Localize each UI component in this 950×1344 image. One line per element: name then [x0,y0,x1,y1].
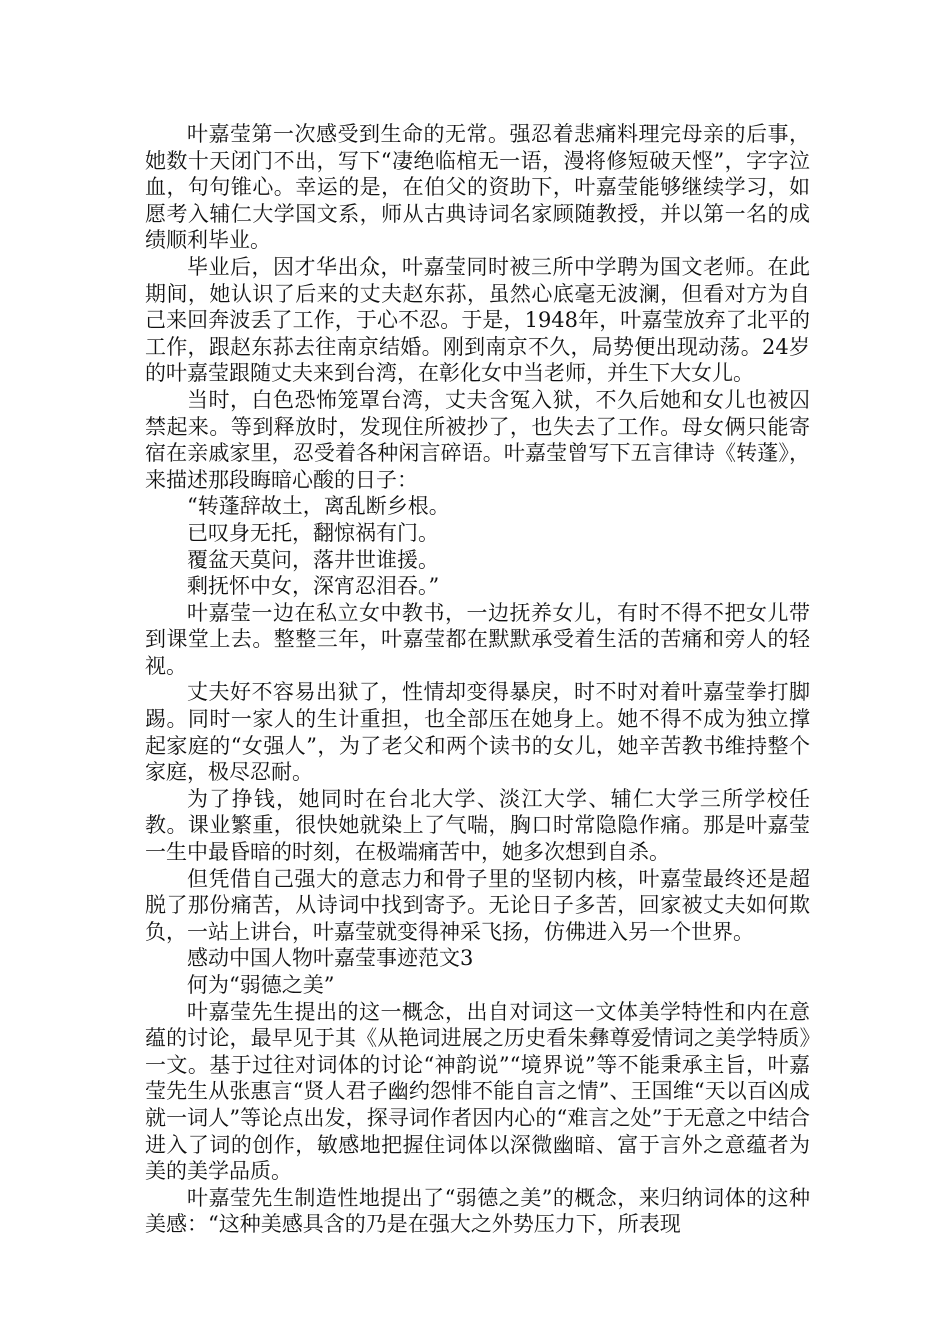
poem-line: 已叹身无托，翻惊祸有门。 [187,520,439,545]
poem-line: 覆盆天莫问，落井世谁援。 [187,547,439,572]
paragraph: 当时，白色恐怖笼罩台湾，丈夫含冤入狱，不久后她和女儿也被囚禁起来。等到释放时，发现住所被抄了，也失去了工作。母女俩只能寄宿在亲戚家里，忍受着各种闲言碎语。叶嘉莹曾写下五言律诗《转蓬》，来描述那段晦暗心酸的日子： [145,387,810,492]
paragraph: 为了挣钱，她同时在台北大学、淡江大学、辅仁大学三所学校任教。课业繁重，很快她就染上了气喘，胸口时常隐隐作痛。那是叶嘉莹一生中最昏暗的时刻，在极端痛苦中，她多次想到自杀。 [145,786,810,865]
paragraph: 毕业后，因才华出众，叶嘉莹同时被三所中学聘为国文老师。在此期间，她认识了后来的丈夫赵东荪，虽然心底毫无波澜，但看对方为自己来回奔波丢了工作，于心不忍。于是，1948年，叶嘉莹放弃了北平的工作，跟赵东荪去往南京结婚。刚到南京不久，局势便出现动荡。24岁的叶嘉莹跟随丈夫来到台湾，在彰化女中当老师，并生下大女儿。 [145,254,810,386]
poem-line: “转蓬辞故土，离乱断乡根。 [187,494,450,519]
paragraph: 叶嘉莹第一次感受到生命的无常。强忍着悲痛料理完母亲的后事，她数十天闭门不出，写下“凄绝临棺无一语，漫将修短破天悭”，字字泣血，句句锥心。幸运的是，在伯父的资助下，叶嘉莹能够继续学习，如愿考入辅仁大学国文系，师从古典诗词名家顾随教授，并以第一名的成绩顺利毕业。 [145,122,810,253]
paragraph: 叶嘉莹先生制造性地提出了“弱德之美”的概念，来归纳词体的这种美感：“这种美感具含的乃是在强大之外势压力下，所表现 [145,1185,810,1237]
document-body [145,121,810,1238]
paragraph: 丈夫好不容易出狱了，性情却变得暴戾，时不时对着叶嘉莹拳打脚踢。同时一家人的生计重担，也全部压在她身上。她不得不成为独立撑起家庭的“女强人”，为了老父和两个读书的女儿，她辛苦教书维持整个家庭，极尽忍耐。 [145,680,810,785]
sub-heading: 何为“弱德之美” [187,973,335,997]
poem-line: 剩抚怀中女，深宵忍泪吞。” [187,574,440,599]
paragraph: 但凭借自己强大的意志力和骨子里的坚韧内核，叶嘉莹最终还是超脱了那份痛苦，从诗词中找到寄予。无论日子多苦，回家被丈夫如何欺负，一站上讲台，叶嘉莹就变得神采飞扬，仿佛进入另一个世界。 [145,866,810,944]
section-heading: 感动中国人物叶嘉莹事迹范文3 [187,946,474,971]
paragraph: 叶嘉莹一边在私立女中教书，一边抚养女儿，有时不得不把女儿带到课堂上去。整整三年，叶嘉莹都在默默承受着生活的苦痛和旁人的轻视。 [145,600,810,678]
paragraph: 叶嘉莹先生提出的这一概念，出自对词这一文体美学特性和内在意蕴的讨论，最早见于其《从艳词进展之历史看朱彝尊爱情词之美学特质》一文。基于过往对词体的讨论“神韵说”“境界说”等不能秉承主旨，叶嘉莹先生从张惠言“贤人君子幽约怨悱不能自言之情”、王国维“天以百凶成就一词人”等论点出发，探寻词作者因内心的“难言之处”于无意之中结合进入了词的创作，敏感地把握住词体以深微幽暗、富于言外之意蕴者为美的美学品质。 [145,999,810,1184]
